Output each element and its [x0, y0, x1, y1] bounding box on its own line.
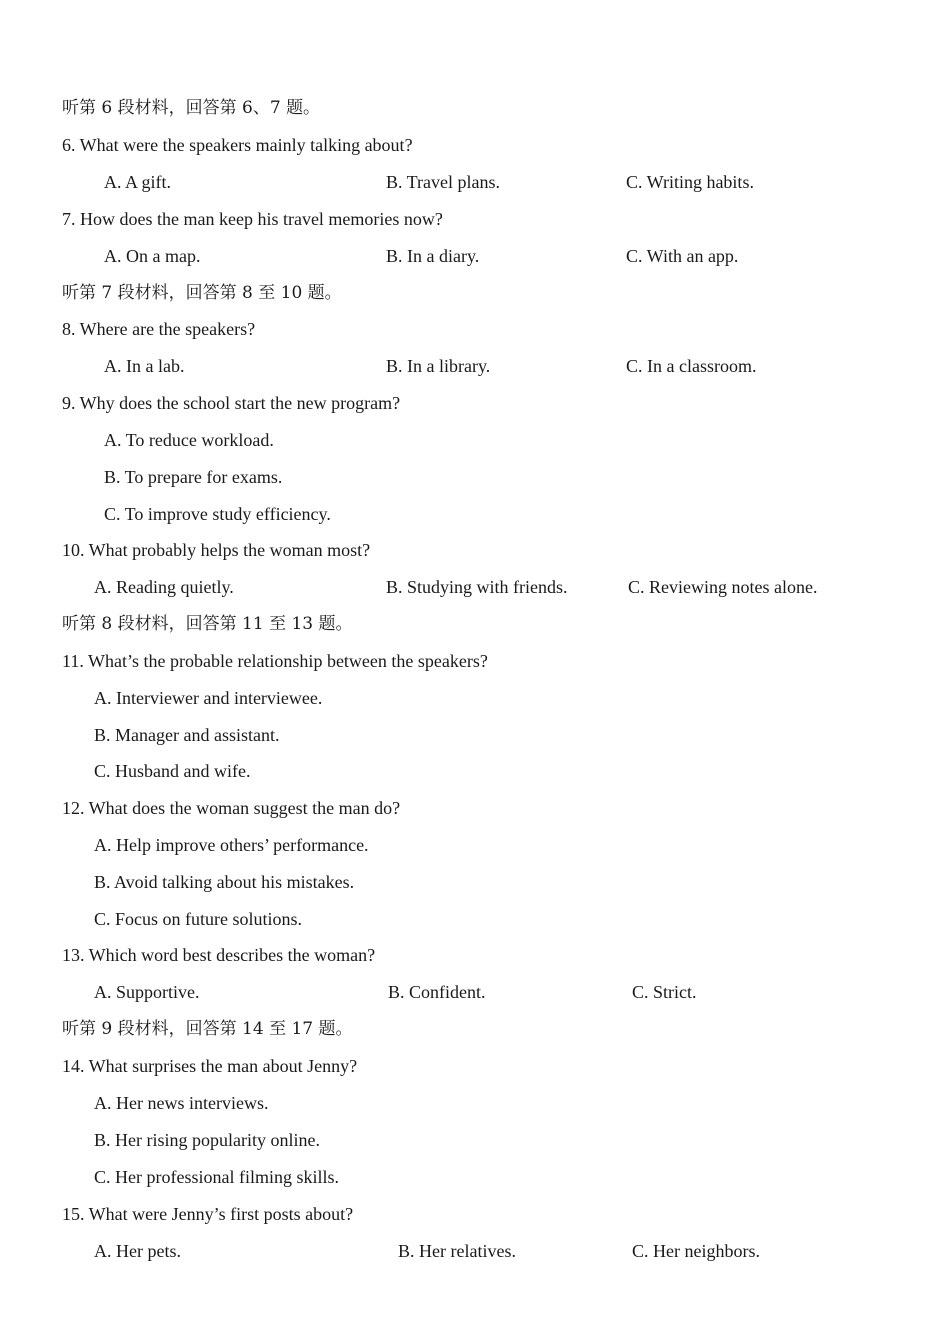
question-8-option-a: A. In a lab. — [104, 356, 185, 376]
question-12-option-b: B. Avoid talking about his mistakes. — [94, 872, 355, 892]
question-14-option-a: A. Her news interviews. — [94, 1093, 269, 1113]
question-7-option-a: A. On a map. — [104, 246, 201, 266]
question-11-option-b: B. Manager and assistant. — [94, 725, 280, 745]
question-11-option-a: A. Interviewer and interviewee. — [94, 688, 323, 708]
question-9-stem: 9. Why does the school start the new program? — [62, 393, 401, 413]
question-10-stem: 10. What probably helps the woman most? — [62, 540, 371, 560]
question-14-stem: 14. What surprises the man about Jenny? — [62, 1056, 358, 1076]
question-11-option-c: C. Husband and wife. — [94, 761, 251, 781]
question-14-option-b: B. Her rising popularity online. — [94, 1130, 320, 1150]
question-13-option-a: A. Supportive. — [94, 982, 200, 1002]
question-8-option-b: B. In a library. — [386, 356, 491, 376]
section-heading-8: 听第 8 段材料，回答第 11 至 13 题。 — [62, 614, 353, 634]
question-9-option-c: C. To improve study efficiency. — [104, 504, 331, 524]
question-12-option-a: A. Help improve others’ performance. — [94, 835, 369, 855]
section-heading-7: 听第 7 段材料，回答第 8 至 10 题。 — [62, 283, 342, 303]
question-6-option-b: B. Travel plans. — [386, 172, 501, 192]
question-9-option-b: B. To prepare for exams. — [104, 467, 283, 487]
question-6-option-a: A. A gift. — [104, 172, 172, 192]
question-7-option-c: C. With an app. — [626, 246, 739, 266]
question-15-stem: 15. What were Jenny’s first posts about? — [62, 1204, 354, 1224]
question-10-option-a: A. Reading quietly. — [94, 577, 234, 597]
question-7-option-b: B. In a diary. — [386, 246, 480, 266]
question-15-option-c: C. Her neighbors. — [632, 1241, 760, 1261]
question-11-stem: 11. What’s the probable relationship between the speakers? — [62, 651, 488, 671]
question-8-option-c: C. In a classroom. — [626, 356, 757, 376]
question-6-stem: 6. What were the speakers mainly talking about? — [62, 135, 413, 155]
question-13-stem: 13. Which word best describes the woman? — [62, 945, 376, 965]
section-heading-6: 听第 6 段材料，回答第 6、7 题。 — [62, 98, 321, 118]
question-9-option-a: A. To reduce workload. — [104, 430, 274, 450]
question-15-option-b: B. Her relatives. — [398, 1241, 516, 1261]
section-heading-9: 听第 9 段材料，回答第 14 至 17 题。 — [62, 1019, 353, 1039]
question-14-option-c: C. Her professional filming skills. — [94, 1167, 339, 1187]
question-10-option-b: B. Studying with friends. — [386, 577, 568, 597]
question-7-stem: 7. How does the man keep his travel memories now? — [62, 209, 443, 229]
question-12-stem: 12. What does the woman suggest the man do? — [62, 798, 401, 818]
question-10-option-c: C. Reviewing notes alone. — [628, 577, 818, 597]
question-13-option-c: C. Strict. — [632, 982, 697, 1002]
question-13-option-b: B. Confident. — [388, 982, 486, 1002]
question-15-option-a: A. Her pets. — [94, 1241, 181, 1261]
question-8-stem: 8. Where are the speakers? — [62, 319, 256, 339]
question-6-option-c: C. Writing habits. — [626, 172, 754, 192]
question-12-option-c: C. Focus on future solutions. — [94, 909, 303, 929]
